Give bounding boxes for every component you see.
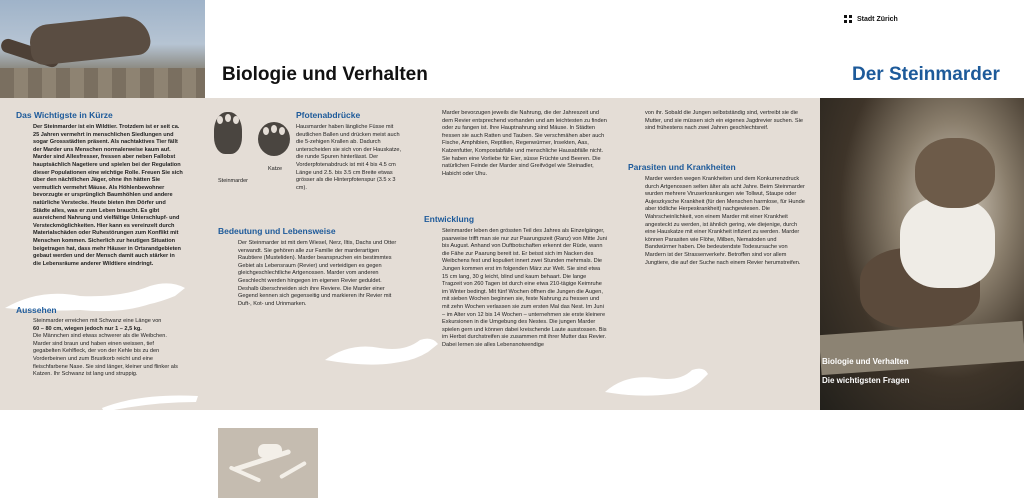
label-steinmarder: Steinmarder [218, 178, 248, 184]
paragraph-aussehen-2: 60 – 80 cm, wiegen jedoch nur 1 – 2,5 kg. [33, 325, 142, 332]
text-entwicklung [442, 228, 607, 350]
text-aussehen [33, 318, 183, 379]
brochure-title: Der Steinmarder [852, 64, 1000, 85]
marten-silhouette-tail [100, 388, 200, 413]
paragraph-parasiten: Marder werden wegen Krankheiten und dem Konkurrenzdruck durch Artgenossen selten älter als acht Jahre. Beim Steinmarder wurden mehrere Viruserkrankungen wie Tollwut, Staupe oder Aujeszkysche Krankheit (für den Menschen harmlose, für Hunde aber tödliche Herpeskrankheit) nachgewiesen. Die Wahrscheinlichkeit, von einem Marder mit einer Krankheit angesteckt zu werden, ist ähnlich gering, wie diejenige, durch eine Hauskatze mit einer Krankheit infiziert zu werden. Marder können Parasiten wie Flöhe, Milben, Nematoden und Bandwürmer haben. Die bedeutendste Todesursache von Mardern ist der Strassenverkehr. Betroffen sind vor allem Jungtiere, die auf der Suche nach einem Revier herumstreifen. [645, 176, 805, 266]
stadt-zurich-logo [843, 14, 898, 24]
text-wichtigste [33, 124, 183, 268]
skeleton-photo [218, 428, 318, 498]
paragraph-wichtigste: Der Steinmarder ist ein Wildtier. Trotzdem ist er seit ca. 25 Jahren vermehrt in menschlichen Siedlungen und sogar Grossstädten präsent. Als nachtaktives Tier fällt der Marder uns Menschen normalerweise kaum auf. Marder sind Allesfresser, fressen aber neben Fallobst hauptsächlich Nagetiere und spielen bei der Regulation dieser Populationen eine wichtige Rolle. Freuen Sie sich über den nächtlichen Jäger, ohne ihn hätten Sie vermutlich vermehrt Mäuse. Als Höhlenbewohner bevorzugte er ursprünglich Baumhöhlen und andere natürliche Verstecke. Heute bieten ihm Dörfer und Städte alles, was er zum Leben braucht. Es gibt ausreichend Nahrung und vielfältige Unterschlupf- und Versteckmöglichkeiten. Hier kann es vereinzelt durch Materialschäden oder Ruhestörungen zum Konflikt mit Menschen kommen. Sicherlich zur heutigen Situation beigetragen hat, dass mehr Häuser in Ortsrandgebieten gebaut werden und der Mensch damit auch stärker in die Lebensräume anderer Wildtiere eindringt. [33, 124, 183, 267]
text-bedeutung [238, 240, 398, 308]
paragraph-nahrung: Marder bevorzugen jeweils die Nahrung, die der Jahreszeit und dem Revier entsprechend vorhanden und am leichtesten zu finden oder zu fangen ist. Ihre Hauptnahrung sind Mäuse. In Städten fressen sie auch Ratten und Tauben. Sie verschmähen aber auch Fische, Amphibien, Reptilien, Regenwürmer, Insekten, Aas, Katzenfutter, Kompostabfälle und menschliche Hausabfälle nicht. Sie haben eine Vorliebe für Eier, süsse Früchte und Beeren. Die natürlichen Feinde der Marder sind Greifvögel wie Steinadler, Habicht oder Uhu. [442, 110, 607, 177]
heading-aussehen: Aussehen [16, 305, 57, 315]
cat-paw-print [258, 122, 290, 156]
paragraph-entwicklung: Steinmarder leben den grössten Teil des Jahres als Einzelgänger, paarweise trifft man sie nur zur Paarungszeit (Ranz) von Mitte Juni bis August. Anhand von Duftbotschaften erkennt der Rüde, wann die Fähe zur Paarung bereit ist. Er beisst sich im Nacken des Weibchens fest und kopuliert innert zwei Stunden mehrmals. Die Jungen kommen erst im folgenden März zur Welt. Sie sind etwa 15 cm lang, 30 g leicht, blind und kaum behaart. Die lange Tragzeit von 260 Tagen ist durch eine etwa 210-tägige Keimruhe im Winter bedingt. Mit fünf Wochen öffnen die Jungen die Augen, mit sieben Wochen beginnen sie, feste Nahrung zu fressen und mit zehn Wochen verlassen sie zum ersten Mal das Nest. Im Juni – im Alter von 12 bis 14 Wochen – unternehmen sie erste kleinere Exkursionen in die Umgebung des Nestes. Die jungen Marder spielen gern und können dabei kreischende Laute ausstossen. Bis im Herbst durchstreifen sie zusammen mit ihrer Mutter das Revier. Dabei lernen sie alles Lebensnotwendige [442, 228, 607, 348]
heading-wichtigste: Das Wichtigste in Kürze [16, 110, 113, 120]
heading-parasiten: Parasiten und Krankheiten [628, 162, 736, 172]
marten-paw-print [214, 112, 242, 154]
paragraph-fortsetzung: von ihr. Sobald die Jungen selbstständig sind, vertreibt sie die Mutter, und sie müssen sich ein eigenes Jagdrevier suchen. Sie sind frühestens nach zwei Jahren geschlechtsreif. [645, 110, 803, 132]
page-title: Biologie und Verhalten [222, 64, 428, 85]
heading-entwicklung: Entwicklung [424, 214, 475, 224]
marten-silhouette-mid [320, 330, 440, 370]
zurich-shield-icon [843, 14, 853, 24]
paragraph-aussehen-3: Die Männchen sind etwas schwerer als die Weibchen. Marder sind braun und haben einen weissen, tief gegabelten Kehlfleck, der von der Kehle bis zu den Vorderbeinen und zum Brustkorb reicht und eine fleischfarbene Nase. Sie sind länger, kleiner und flinker als Katzen. Ihr Schwanz ist lang und struppig. [33, 333, 178, 378]
logo-text: Stadt Zürich [857, 15, 898, 23]
cover-caption-2: Die wichtigsten Fragen [822, 376, 910, 385]
marten-on-roof-photo [0, 0, 205, 98]
paragraph-pfoten: Hausmarder haben längliche Füsse mit deutlichen Ballen und drücken meist auch die 5-zehigen Krallen ab. Dadurch unterscheiden sie sich von der Hauskatze, die runde Spuren hinterlässt. Der Vorderpfotenabdruck ist mit 4 bis 4.5 cm Länge und 2.5. bis 3.5 cm Breite etwas grösser als die Hinterpfotenspur (3.5 x 3 cm). [296, 124, 402, 191]
text-fortsetzung [645, 110, 805, 133]
label-katze: Katze [268, 166, 283, 172]
content-band [0, 98, 820, 410]
heading-pfoten: Pfotenabdrücke [296, 110, 361, 120]
text-pfoten [296, 124, 406, 192]
marten-silhouette-lower [600, 360, 710, 400]
heading-bedeutung: Bedeutung und Lebensweise [218, 226, 336, 236]
text-nahrung [442, 110, 607, 178]
top-area [0, 0, 1024, 98]
cover-caption-1: Biologie und Verhalten [822, 357, 909, 366]
paragraph-aussehen-1: Steinmarder erreichen mit Schwanz eine Länge von [33, 318, 162, 324]
paragraph-bedeutung: Der Steinmarder ist mit dem Wiesel, Nerz, Iltis, Dachs und Otter verwandt. Sie gehören alle zur Familie der marderartigen Raubtiere (Musteliden). Marder beanspruchen ein bestimmtes Gebiet als Lebensraum (Revier) und verteidigen es gegen gleichgeschlechtliche Artgenossen. Marder vom anderen Geschlecht werden hingegen im eigenen Revier geduldet. Deshalb überschneiden sich ihre Reviere. Die Marder einer Gegend kennen sich gegenseitig und markieren ihr Revier mit Duft-, Kot- und Urinmarken. [238, 240, 397, 307]
text-parasiten [645, 176, 805, 267]
